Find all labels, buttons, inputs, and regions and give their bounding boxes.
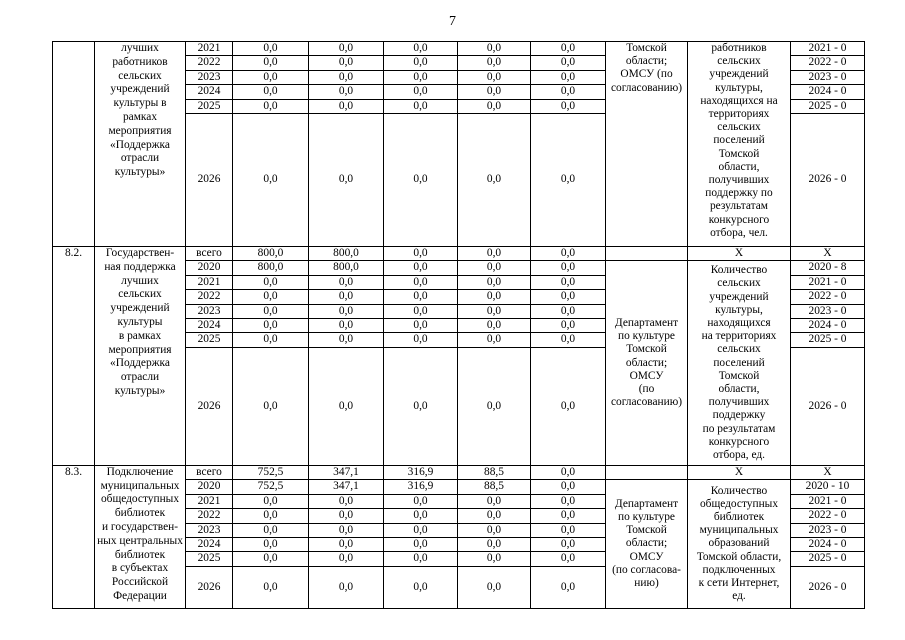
value-cell: 0,0 bbox=[384, 56, 458, 70]
result-cell: 2023 - 0 bbox=[791, 70, 865, 84]
value-cell: 0,0 bbox=[233, 494, 309, 508]
value-cell: 0,0 bbox=[309, 290, 384, 304]
value-cell: 0,0 bbox=[531, 465, 606, 479]
table-row bbox=[53, 42, 865, 56]
row-number: 8.2. bbox=[53, 247, 95, 466]
value-cell: 0,0 bbox=[384, 494, 458, 508]
value-cell: 0,0 bbox=[531, 552, 606, 566]
value-cell: 752,5 bbox=[233, 480, 309, 494]
value-cell: 0,0 bbox=[531, 70, 606, 84]
result-cell: 2022 - 0 bbox=[791, 509, 865, 523]
value-cell: 0,0 bbox=[309, 537, 384, 551]
value-cell: 0,0 bbox=[531, 99, 606, 113]
value-cell: 0,0 bbox=[458, 290, 531, 304]
value-cell: 316,9 bbox=[384, 480, 458, 494]
result-cell: 2023 - 0 bbox=[791, 304, 865, 318]
table-body bbox=[53, 42, 865, 609]
year-cell: 2020 bbox=[186, 261, 233, 275]
indicator-x: X bbox=[688, 465, 791, 479]
value-cell: 0,0 bbox=[233, 347, 309, 465]
result-cell: 2025 - 0 bbox=[791, 99, 865, 113]
value-cell: 0,0 bbox=[309, 56, 384, 70]
result-cell: 2026 - 0 bbox=[791, 566, 865, 608]
executor-cell: Департамент по культуре Томской области; ОМСУ (по согласова- нию) bbox=[606, 480, 688, 608]
value-cell: 0,0 bbox=[384, 523, 458, 537]
item-name: лучших работников сельских учреждений культуры в рамках мероприятия «Поддержка отрасли культуры» bbox=[95, 42, 186, 247]
result-cell: 2021 - 0 bbox=[791, 42, 865, 56]
value-cell: 800,0 bbox=[233, 247, 309, 261]
value-cell: 0,0 bbox=[384, 99, 458, 113]
executor-cell: Томской области; ОМСУ (по согласованию) bbox=[606, 42, 688, 247]
executor-cell: Департамент по культуре Томской области; ОМСУ (по согласованию) bbox=[606, 261, 688, 465]
value-cell: 0,0 bbox=[384, 319, 458, 333]
year-cell: 2025 bbox=[186, 552, 233, 566]
value-cell: 0,0 bbox=[233, 114, 309, 247]
value-cell: 0,0 bbox=[309, 552, 384, 566]
value-cell: 0,0 bbox=[309, 347, 384, 465]
value-cell: 0,0 bbox=[458, 42, 531, 56]
result-cell: 2020 - 10 bbox=[791, 480, 865, 494]
result-cell: 2024 - 0 bbox=[791, 85, 865, 99]
value-cell: 0,0 bbox=[233, 333, 309, 347]
value-cell: 0,0 bbox=[309, 509, 384, 523]
year-cell: 2025 bbox=[186, 99, 233, 113]
value-cell: 0,0 bbox=[458, 552, 531, 566]
row-number bbox=[53, 42, 95, 247]
value-cell: 0,0 bbox=[458, 537, 531, 551]
value-cell: 88,5 bbox=[458, 480, 531, 494]
value-cell: 0,0 bbox=[384, 261, 458, 275]
value-cell: 0,0 bbox=[458, 319, 531, 333]
value-cell: 0,0 bbox=[309, 42, 384, 56]
result-cell: 2026 - 0 bbox=[791, 347, 865, 465]
value-cell: 0,0 bbox=[458, 99, 531, 113]
year-cell: 2021 bbox=[186, 275, 233, 289]
value-cell: 0,0 bbox=[384, 42, 458, 56]
value-cell: 0,0 bbox=[233, 275, 309, 289]
value-cell: 0,0 bbox=[458, 304, 531, 318]
value-cell: 0,0 bbox=[458, 509, 531, 523]
value-cell: 316,9 bbox=[384, 465, 458, 479]
year-cell: 2026 bbox=[186, 347, 233, 465]
value-cell: 0,0 bbox=[531, 261, 606, 275]
year-cell: 2023 bbox=[186, 523, 233, 537]
value-cell: 800,0 bbox=[233, 261, 309, 275]
year-cell: 2024 bbox=[186, 319, 233, 333]
value-cell: 0,0 bbox=[458, 56, 531, 70]
result-cell: 2026 - 0 bbox=[791, 114, 865, 247]
value-cell: 0,0 bbox=[233, 319, 309, 333]
value-cell: 0,0 bbox=[458, 494, 531, 508]
value-cell: 0,0 bbox=[384, 304, 458, 318]
value-cell: 0,0 bbox=[233, 523, 309, 537]
value-cell: 0,0 bbox=[309, 319, 384, 333]
indicator-x: X bbox=[688, 247, 791, 261]
value-cell: 0,0 bbox=[531, 114, 606, 247]
value-cell: 0,0 bbox=[531, 347, 606, 465]
value-cell: 0,0 bbox=[384, 552, 458, 566]
value-cell: 0,0 bbox=[531, 494, 606, 508]
value-cell: 0,0 bbox=[309, 304, 384, 318]
indicator-cell: Количество сельских учреждений культуры, находящихся на территориях сельских поселений Томской области, получивших поддержку по результатам конкурсного отбора, ед. bbox=[688, 261, 791, 465]
year-cell: 2020 bbox=[186, 480, 233, 494]
value-cell: 0,0 bbox=[458, 114, 531, 247]
value-cell: 0,0 bbox=[384, 247, 458, 261]
item-name: Подключение муниципальных общедоступных библиотек и государствен- ных центральных библиотек в субъектах Российской Федерации bbox=[95, 465, 186, 608]
year-cell: всего bbox=[186, 247, 233, 261]
value-cell: 0,0 bbox=[384, 537, 458, 551]
table-row bbox=[53, 247, 865, 261]
program-table bbox=[52, 41, 865, 609]
result-cell: 2025 - 0 bbox=[791, 552, 865, 566]
value-cell: 0,0 bbox=[531, 509, 606, 523]
value-cell: 0,0 bbox=[531, 523, 606, 537]
value-cell: 0,0 bbox=[458, 70, 531, 84]
value-cell: 0,0 bbox=[384, 275, 458, 289]
value-cell: 0,0 bbox=[309, 523, 384, 537]
value-cell: 0,0 bbox=[309, 275, 384, 289]
value-cell: 0,0 bbox=[458, 85, 531, 99]
value-cell: 0,0 bbox=[458, 333, 531, 347]
value-cell: 0,0 bbox=[384, 85, 458, 99]
table-row bbox=[53, 465, 865, 479]
year-cell: 2021 bbox=[186, 494, 233, 508]
page-number: 7 bbox=[449, 14, 456, 29]
value-cell: 0,0 bbox=[233, 290, 309, 304]
result-cell: 2024 - 0 bbox=[791, 319, 865, 333]
value-cell: 0,0 bbox=[384, 70, 458, 84]
value-cell: 0,0 bbox=[384, 347, 458, 465]
value-cell: 0,0 bbox=[233, 56, 309, 70]
value-cell: 0,0 bbox=[531, 247, 606, 261]
executor-blank bbox=[606, 465, 688, 479]
year-cell: 2026 bbox=[186, 566, 233, 608]
result-cell: 2021 - 0 bbox=[791, 494, 865, 508]
value-cell: 0,0 bbox=[458, 261, 531, 275]
value-cell: 0,0 bbox=[531, 56, 606, 70]
value-cell: 0,0 bbox=[233, 99, 309, 113]
value-cell: 0,0 bbox=[531, 480, 606, 494]
indicator-cell: работников сельских учреждений культуры, находящихся на территориях сельских поселений Томской области, получивших поддержку по результатам конкурсного отбора, чел. bbox=[688, 42, 791, 247]
year-cell: 2024 bbox=[186, 537, 233, 551]
value-cell: 0,0 bbox=[309, 99, 384, 113]
value-cell: 0,0 bbox=[531, 42, 606, 56]
value-cell: 0,0 bbox=[233, 552, 309, 566]
year-cell: 2022 bbox=[186, 56, 233, 70]
value-cell: 0,0 bbox=[458, 347, 531, 465]
year-cell: 2021 bbox=[186, 42, 233, 56]
indicator-cell: Количество общедоступных библиотек муниципальных образований Томской области, подключенных к сети Интернет, ед. bbox=[688, 480, 791, 608]
value-cell: 0,0 bbox=[531, 537, 606, 551]
value-cell: 0,0 bbox=[233, 85, 309, 99]
result-cell: 2020 - 8 bbox=[791, 261, 865, 275]
result-cell: 2024 - 0 bbox=[791, 537, 865, 551]
value-cell: 0,0 bbox=[309, 494, 384, 508]
result-cell: 2022 - 0 bbox=[791, 56, 865, 70]
value-cell: 0,0 bbox=[309, 566, 384, 608]
value-cell: 800,0 bbox=[309, 247, 384, 261]
value-cell: 0,0 bbox=[458, 275, 531, 289]
value-cell: 0,0 bbox=[233, 537, 309, 551]
row-number: 8.3. bbox=[53, 465, 95, 608]
value-cell: 347,1 bbox=[309, 465, 384, 479]
result-cell: X bbox=[791, 247, 865, 261]
value-cell: 0,0 bbox=[531, 275, 606, 289]
value-cell: 0,0 bbox=[309, 70, 384, 84]
result-cell: 2023 - 0 bbox=[791, 523, 865, 537]
value-cell: 0,0 bbox=[531, 290, 606, 304]
year-cell: 2024 bbox=[186, 85, 233, 99]
value-cell: 0,0 bbox=[384, 509, 458, 523]
value-cell: 0,0 bbox=[458, 247, 531, 261]
year-cell: 2023 bbox=[186, 304, 233, 318]
year-cell: 2026 bbox=[186, 114, 233, 247]
value-cell: 0,0 bbox=[309, 85, 384, 99]
result-cell: 2025 - 0 bbox=[791, 333, 865, 347]
result-cell: 2021 - 0 bbox=[791, 275, 865, 289]
value-cell: 88,5 bbox=[458, 465, 531, 479]
value-cell: 0,0 bbox=[531, 333, 606, 347]
value-cell: 800,0 bbox=[309, 261, 384, 275]
year-cell: 2022 bbox=[186, 509, 233, 523]
value-cell: 0,0 bbox=[384, 566, 458, 608]
value-cell: 347,1 bbox=[309, 480, 384, 494]
year-cell: 2023 bbox=[186, 70, 233, 84]
value-cell: 0,0 bbox=[531, 85, 606, 99]
year-cell: 2025 bbox=[186, 333, 233, 347]
result-cell: 2022 - 0 bbox=[791, 290, 865, 304]
value-cell: 0,0 bbox=[309, 333, 384, 347]
year-cell: 2022 bbox=[186, 290, 233, 304]
value-cell: 0,0 bbox=[531, 319, 606, 333]
item-name: Государствен- ная поддержка лучших сельских учреждений культуры в рамках мероприятия «Поддержка отрасли культуры» bbox=[95, 247, 186, 466]
value-cell: 0,0 bbox=[233, 566, 309, 608]
result-cell: X bbox=[791, 465, 865, 479]
value-cell: 0,0 bbox=[384, 290, 458, 304]
year-cell: всего bbox=[186, 465, 233, 479]
value-cell: 0,0 bbox=[531, 566, 606, 608]
value-cell: 0,0 bbox=[233, 509, 309, 523]
value-cell: 0,0 bbox=[458, 566, 531, 608]
value-cell: 0,0 bbox=[531, 304, 606, 318]
value-cell: 0,0 bbox=[233, 304, 309, 318]
value-cell: 0,0 bbox=[458, 523, 531, 537]
value-cell: 0,0 bbox=[384, 333, 458, 347]
value-cell: 0,0 bbox=[233, 42, 309, 56]
value-cell: 0,0 bbox=[309, 114, 384, 247]
executor-blank bbox=[606, 247, 688, 261]
value-cell: 752,5 bbox=[233, 465, 309, 479]
value-cell: 0,0 bbox=[233, 70, 309, 84]
value-cell: 0,0 bbox=[384, 114, 458, 247]
